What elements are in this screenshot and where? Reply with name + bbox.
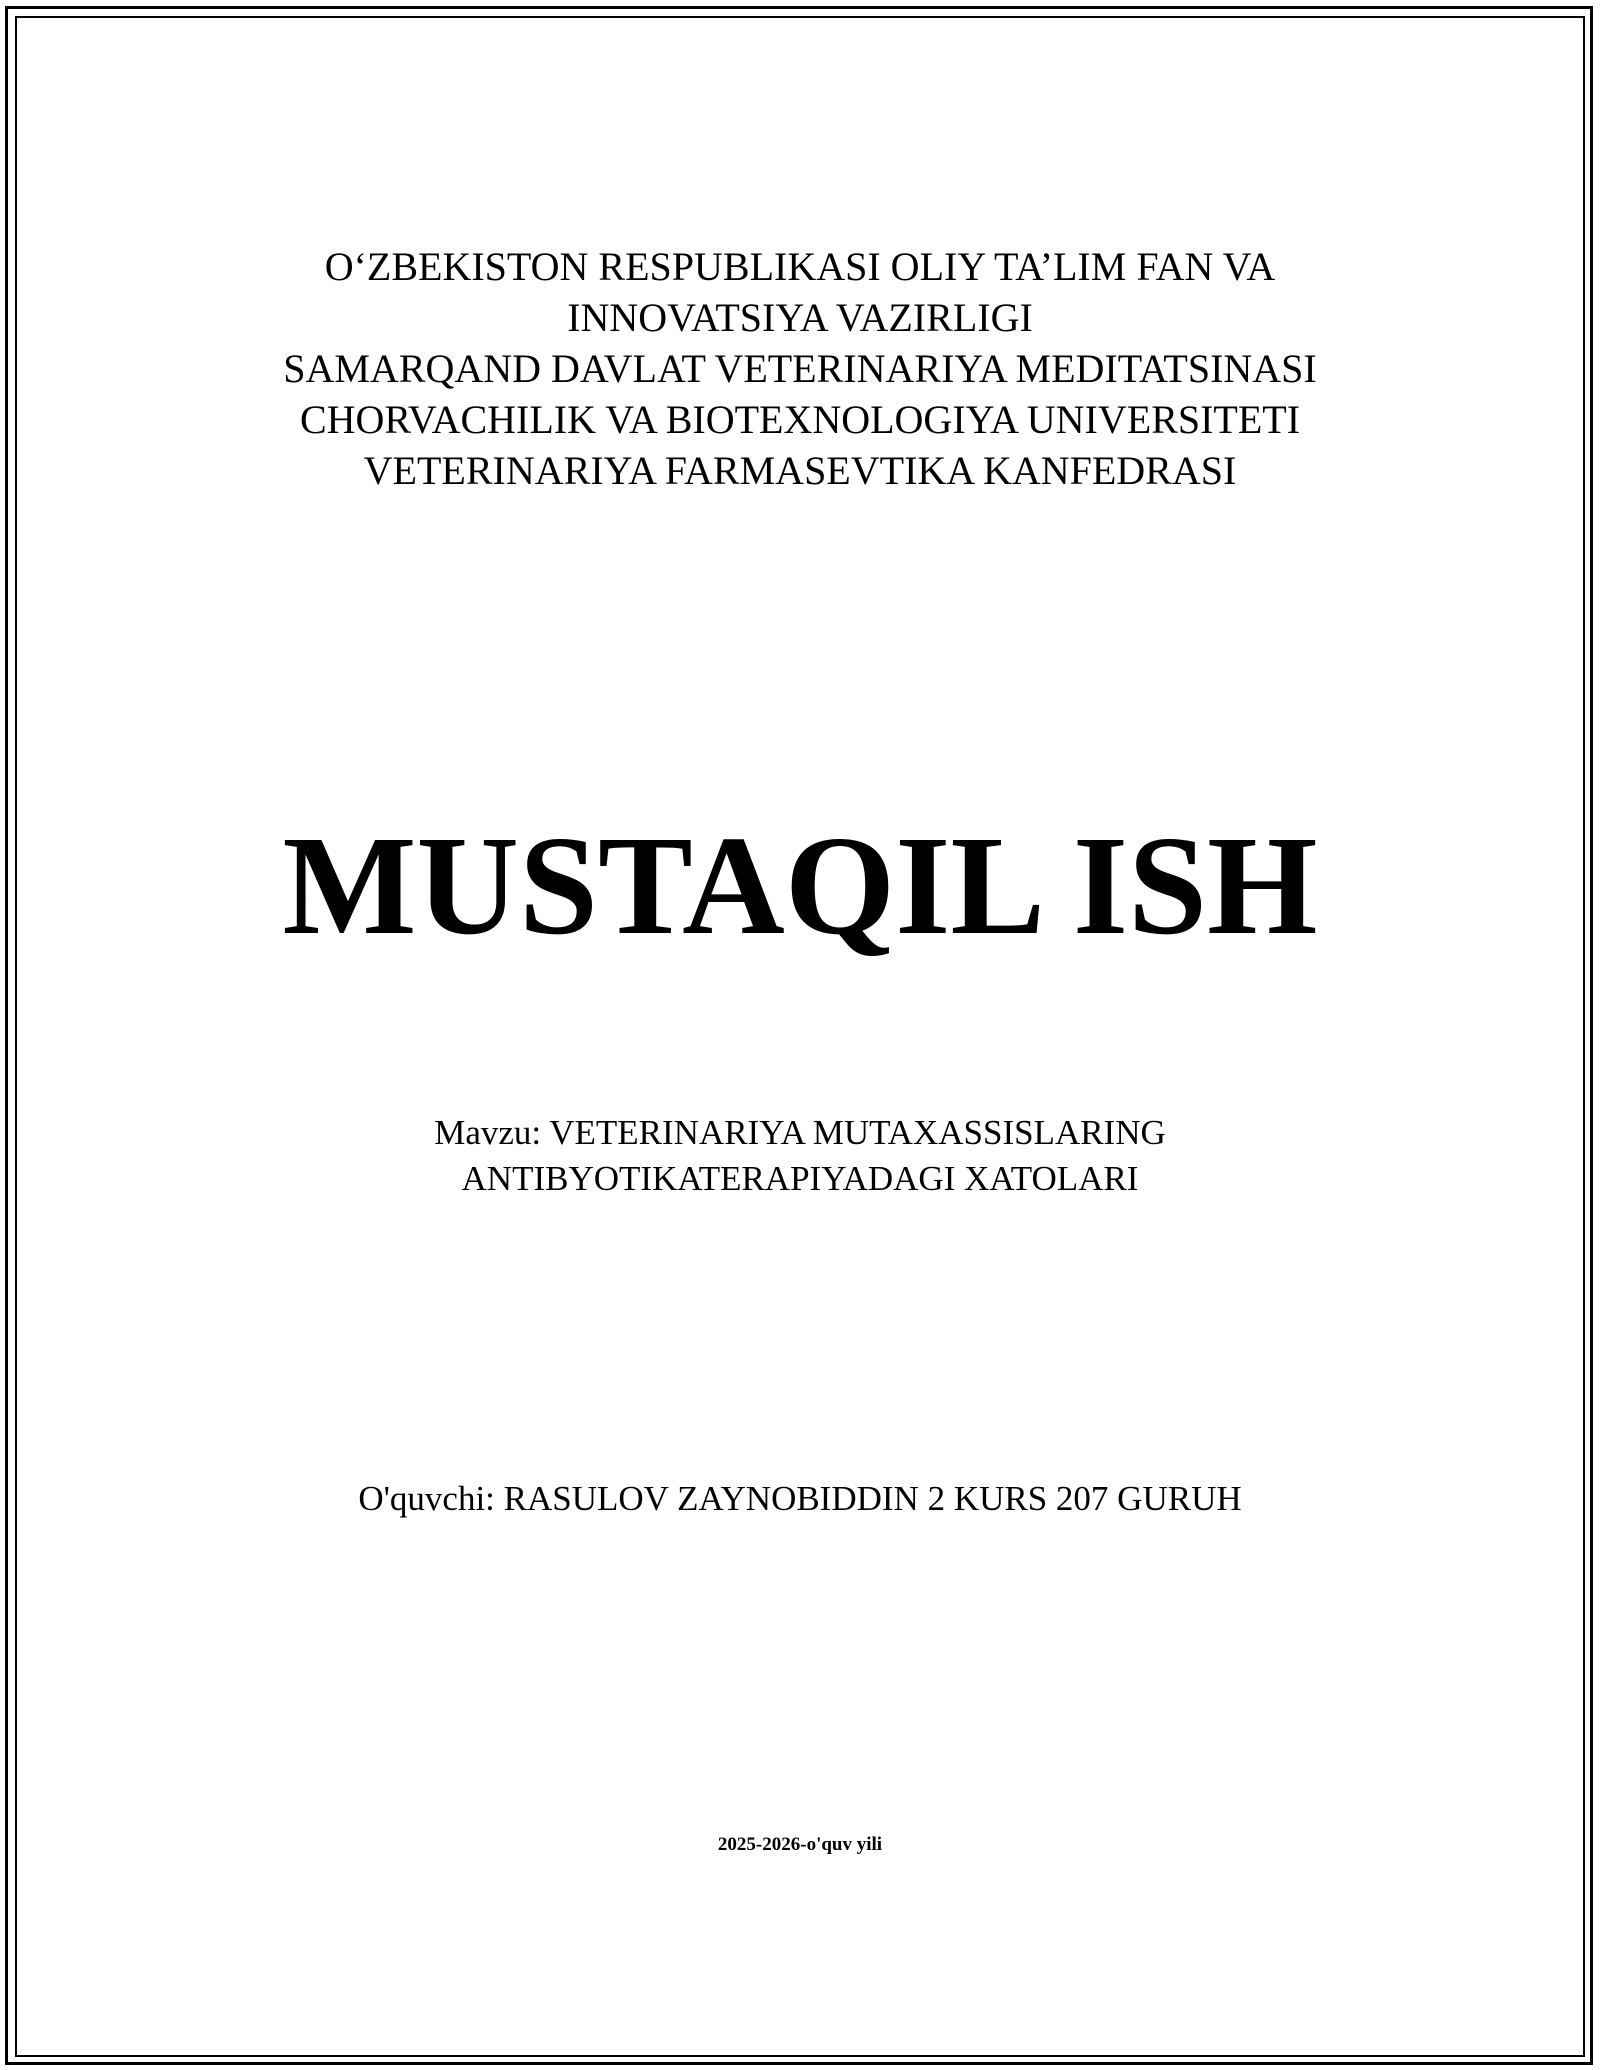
document-title: MUSTAQIL ISH	[282, 806, 1318, 964]
topic-line-2: ANTIBYOTIKATERAPIYADAGI XATOLARI	[461, 1159, 1139, 1198]
student-info: O'quvchi: RASULOV ZAYNOBIDDIN 2 KURS 207 GURUH	[358, 1479, 1242, 1518]
header-line-department: VETERINARIYA FARMASEVTIKA KANFEDRASI	[363, 448, 1237, 493]
header-line-university-1: SAMARQAND DAVLAT VETERINARIYA MEDITATSINASI	[283, 346, 1317, 391]
topic-line-1: Mavzu: VETERINARIYA MUTAXASSISLARING	[434, 1113, 1166, 1152]
academic-year: 2025-2026-o'quv yili	[717, 1834, 883, 1855]
topic-block	[0, 1110, 1600, 1202]
header-line-university-2: CHORVACHILIK VA BIOTEXNOLOGIYA UNIVERSITETI	[299, 397, 1301, 442]
header-line-ministry-1: O‘ZBEKISTON RESPUBLIKASI OLIY TA’LIM FAN VA	[324, 244, 1276, 289]
institution-header	[0, 241, 1600, 496]
header-line-ministry-2: INNOVATSIYA VAZIRLIGI	[567, 295, 1033, 340]
